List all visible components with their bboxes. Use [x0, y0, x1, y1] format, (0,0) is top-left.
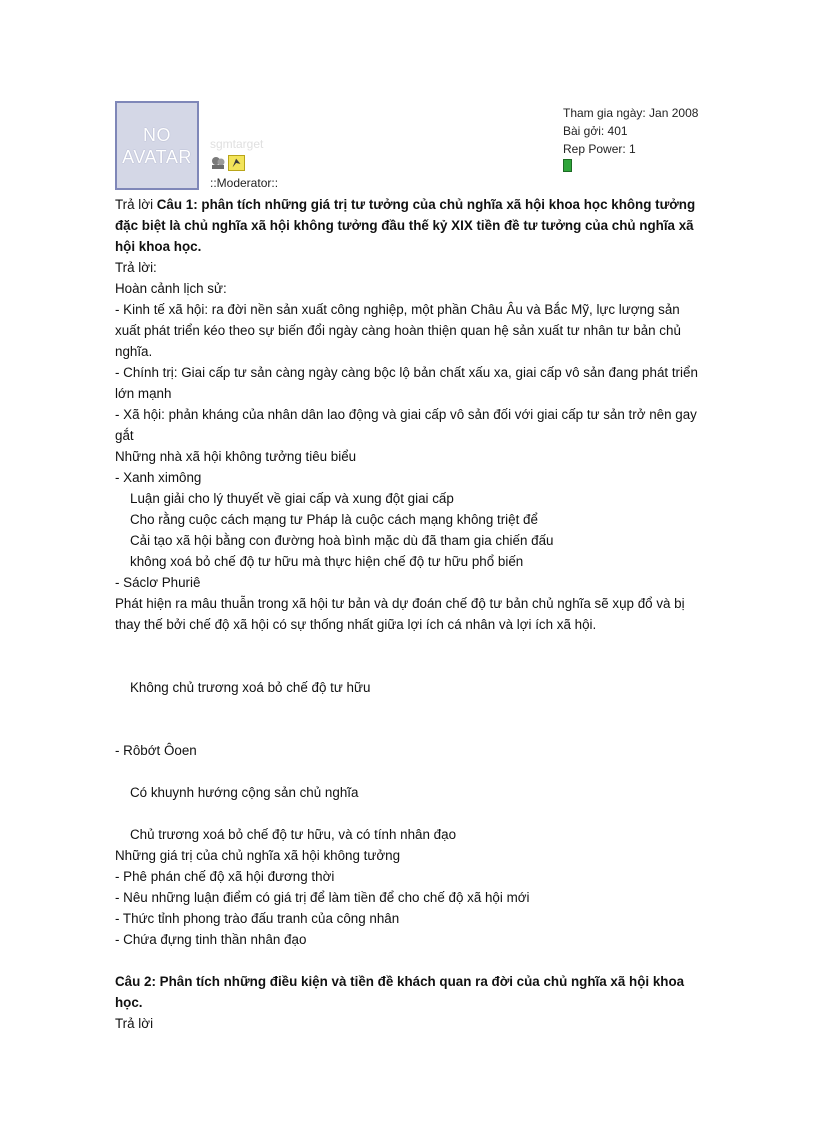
thinker-fourier: - Sáclơ Phuriê: [115, 575, 201, 590]
society-paragraph: - Xã hội: phản kháng của nhân dân lao động và giai cấp vô sản đối với giai cấp tư sản trở nên gay gắt: [115, 407, 697, 443]
question-2-answer-label: Trả lời: [115, 1016, 154, 1031]
fourier-point: Không chủ trương xoá bỏ chế độ tư hữu: [130, 680, 371, 695]
post-body: [115, 194, 705, 1034]
post-count: Bài gởi: 401: [563, 124, 628, 138]
thinker-saint-simon: - Xanh ximông: [115, 470, 202, 485]
question-1-title: Câu 1: phân tích những giá trị tư tưởng của chủ nghĩa xã hội khoa học không tưởng đặc biệt là chủ nghĩa xã hội không tưởng đầu thế kỷ XIX tiền đề tư tưởng của chủ nghĩa xã hội khoa học.: [115, 197, 696, 254]
online-status-icon: [228, 155, 245, 171]
reputation-bar: [563, 159, 572, 172]
spacer: [115, 950, 705, 971]
economy-paragraph: - Kinh tế xã hội: ra đời nền sản xuất công nghiệp, một phần Châu Âu và Bắc Mỹ, lực lượng sản xuất phát triển kéo theo sự biến đổi ngày càng hoàn thiện quan hệ sản xuất tư nhân tư bản chủ nghĩa.: [115, 302, 681, 359]
owen-point: Có khuynh hướng cộng sản chủ nghĩa: [130, 785, 359, 800]
spacer: [115, 698, 705, 740]
user-status-icons: [210, 155, 245, 171]
value-item: - Thức tỉnh phong trào đấu tranh của công nhân: [115, 911, 400, 926]
spacer: [115, 635, 705, 677]
answer-label: Trả lời:: [115, 260, 157, 275]
value-item: - Phê phán chế độ xã hội đương thời: [115, 869, 335, 884]
join-date: Tham gia ngày: Jan 2008: [563, 106, 699, 120]
spacer: [115, 803, 705, 824]
saint-simon-point: Cải tạo xã hội bằng con đường hoà bình mặc dù đã tham gia chiến đấu: [130, 533, 554, 548]
value-item: - Chứa đựng tinh thần nhân đạo: [115, 932, 307, 947]
username[interactable]: sgmtarget: [210, 137, 264, 151]
avatar-text-line1: NO: [143, 124, 171, 145]
question-2-title: Câu 2: Phân tích những điều kiện và tiền đề khách quan ra đời của chủ nghĩa xã hội khoa học.: [115, 974, 685, 1010]
reply-prefix: Trả lời: [115, 197, 157, 212]
group-icon: [210, 155, 227, 171]
owen-point: Chủ trương xoá bỏ chế độ tư hữu, và có tính nhân đạo: [130, 827, 457, 842]
saint-simon-point: không xoá bỏ chế độ tư hữu mà thực hiện chế độ tư hữu phổ biến: [130, 554, 524, 569]
value-item: - Nêu những luận điểm có giá trị để làm tiền để cho chế độ xã hội mới: [115, 890, 530, 905]
avatar-text-line2: AVATAR: [122, 146, 192, 167]
thinker-owen: - Rôbớt Ôoen: [115, 743, 197, 758]
saint-simon-point: Cho rằng cuộc cách mạng tư Pháp là cuộc cách mạng không triệt để: [130, 512, 538, 527]
spacer: [115, 761, 705, 782]
avatar[interactable]: [115, 101, 199, 190]
values-heading: Những giá trị của chủ nghĩa xã hội không tưởng: [115, 848, 401, 863]
rep-power: Rep Power: 1: [563, 142, 636, 156]
question-1: [115, 194, 705, 257]
politics-paragraph: - Chính trị: Giai cấp tư sản càng ngày càng bộc lộ bản chất xấu xa, giai cấp vô sản đang phát triển lớn mạnh: [115, 365, 698, 401]
thinkers-heading: Những nhà xã hội không tưởng tiêu biểu: [115, 449, 357, 464]
user-meta: [563, 104, 698, 172]
fourier-paragraph: Phát hiện ra mâu thuẫn trong xã hội tư bản và dự đoán chế độ tư bản chủ nghĩa sẽ xụp đổ và bị thay thế bởi chế độ xã hội có sự thống nhất giữa lợi ích cá nhân và lợi ích xã hội.: [115, 596, 685, 632]
user-role: ::Moderator::: [210, 176, 279, 190]
context-heading: Hoàn cảnh lịch sử:: [115, 281, 227, 296]
saint-simon-point: Luận giải cho lý thuyết về giai cấp và xung đột giai cấp: [130, 491, 454, 506]
